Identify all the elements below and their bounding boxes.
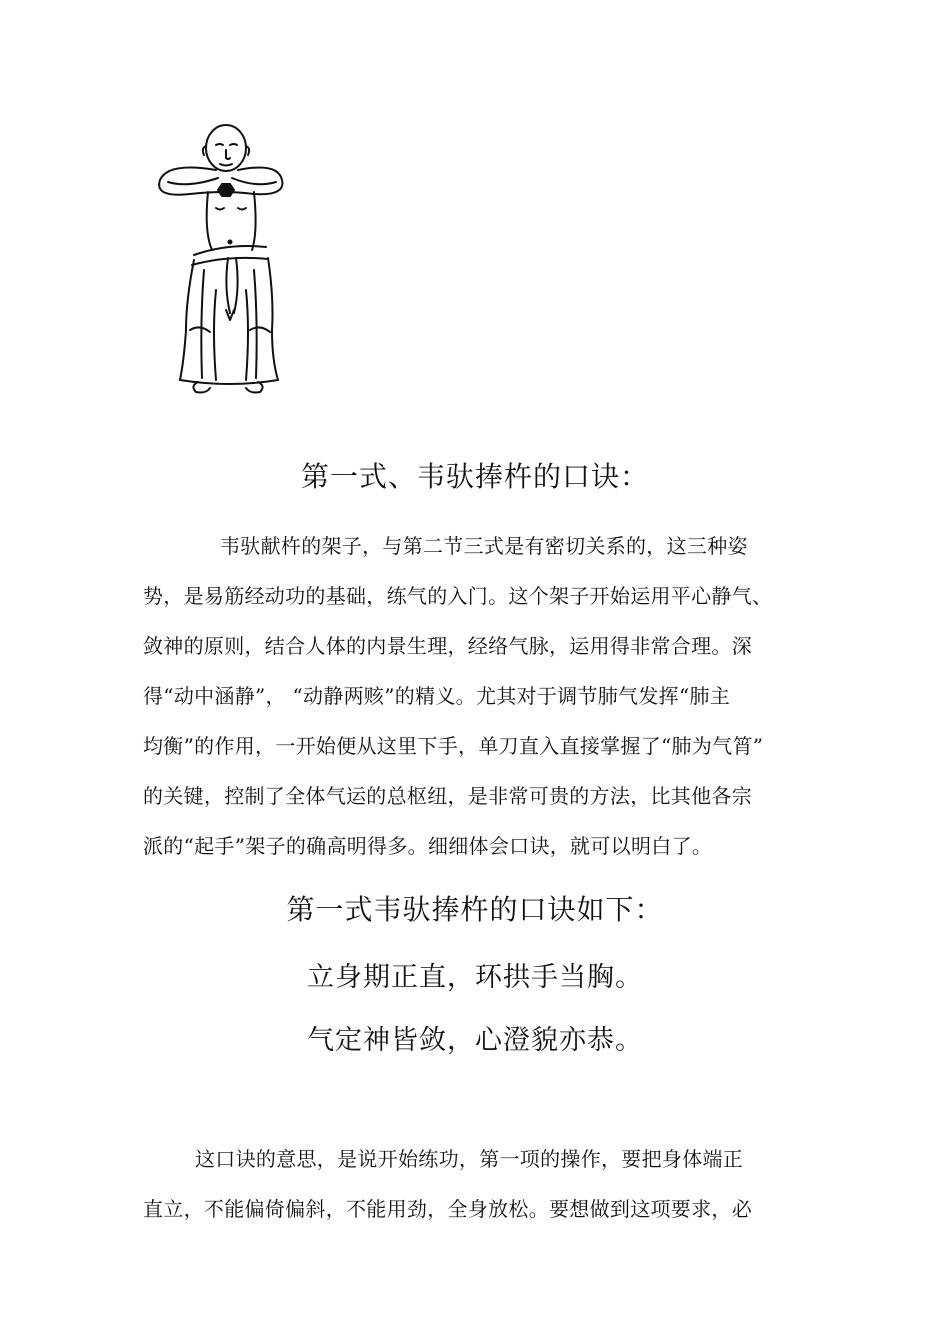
subtitle: 第一式韦驮捧杵的口诀如下： — [286, 893, 664, 926]
paragraph-1-line-4: 得“动中涵静”， “动静两赅”的精义。尤其对于调节肺气发挥“肺主 — [143, 684, 731, 708]
paragraph-1-line-6: 的关键，控制了全体气运的总枢纽，是非常可贵的方法，比其他各宗 — [143, 784, 752, 808]
paragraph-2-line-2: 直立，不能偏倚偏斜，不能用劲，全身放松。要想做到这项要求，必 — [143, 1197, 752, 1221]
figure-illustration — [150, 120, 285, 405]
paragraph-2-line-1: 这口诀的意思，是说开始练功，第一项的操作，要把身体端正 — [195, 1147, 744, 1171]
paragraph-1-line-7: 派的“起手”架子的确高明得多。细细体会口诀，就可以明白了。 — [143, 834, 713, 858]
paragraph-1-line-2: 势，是易筋经动功的基础，练气的入门。这个架子开始运用平心静气、 — [143, 584, 773, 608]
paragraph-1-line-1: 韦驮献杵的架子，与第二节三式是有密切关系的，这三种姿 — [220, 534, 748, 558]
verse-line-1: 立身期正直，环拱手当胸。 — [307, 962, 643, 993]
page-title: 第一式、韦驮捧杵的口诀： — [300, 460, 649, 493]
verse-line-2: 气定神皆敛，心澄貌亦恭。 — [307, 1025, 643, 1056]
paragraph-1-line-3: 敛神的原则，结合人体的内景生理，经络气脉，运用得非常合理。深 — [143, 634, 752, 658]
paragraph-1-line-5: 均衡”的作用，一开始便从这里下手，单刀直入直接掌握了“肺为气筲” — [143, 734, 764, 758]
